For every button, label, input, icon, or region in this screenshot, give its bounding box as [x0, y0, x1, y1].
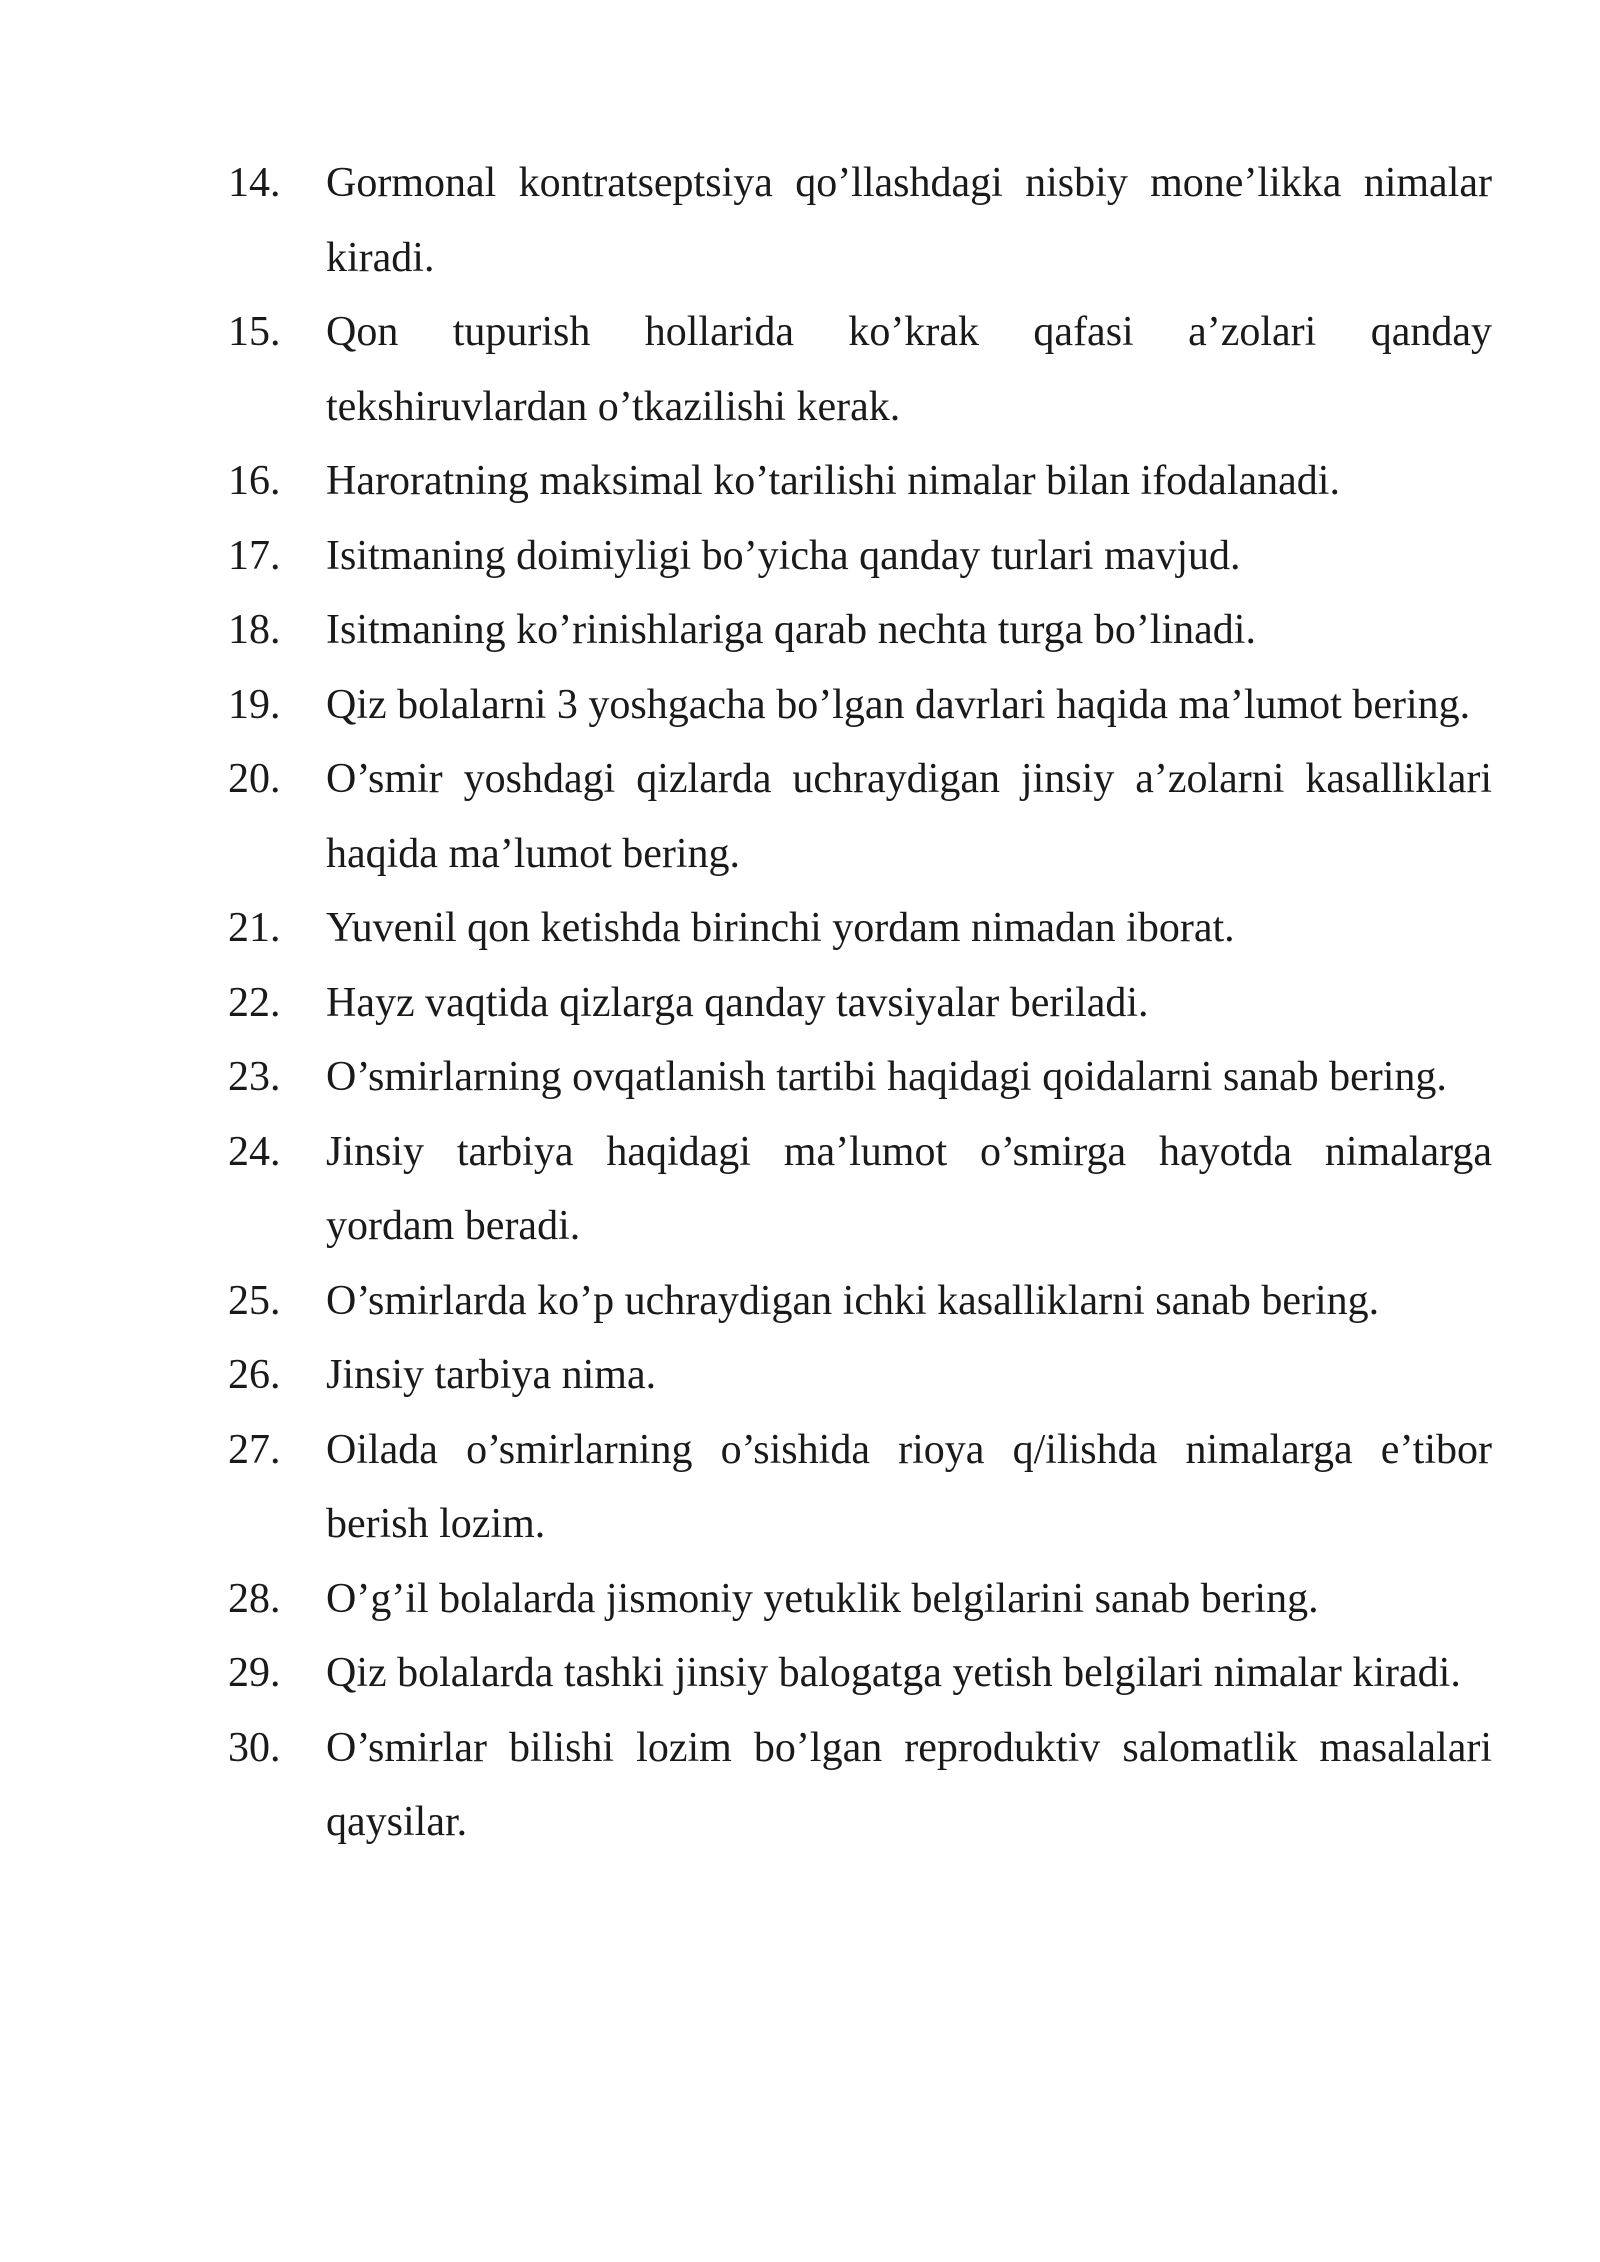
- item-number: 20.: [228, 756, 281, 802]
- item-number: 18.: [228, 607, 281, 653]
- item-text: Haroratning maksimal ko’tarilishi nimalar bilan ifodalanadi.: [326, 458, 1340, 504]
- item-text: Jinsiy tarbiya nima.: [326, 1352, 657, 1398]
- item-number: 25.: [228, 1277, 281, 1324]
- list-item: [228, 1413, 1492, 1562]
- list-item: [228, 295, 1492, 444]
- item-number: 15.: [228, 309, 281, 355]
- item-number: 28.: [228, 1575, 281, 1622]
- item-text: Qiz bolalarni 3 yoshgacha bo’lgan davrlari haqida ma’lumot bering.: [326, 681, 1471, 728]
- item-number: 19.: [228, 681, 281, 728]
- list-item: [228, 1115, 1492, 1264]
- item-number: 24.: [228, 1128, 281, 1175]
- item-text: Jinsiy tarbiya haqidagi ma’lumot o’smirga hayotda nimalarga yordam beradi.: [326, 1128, 1492, 1249]
- item-text: Gormonal kontratseptsiya qo’llashdagi nisbiy mone’likka nimalar kiradi.: [326, 160, 1492, 281]
- item-number: 16.: [228, 458, 281, 504]
- item-number: 17.: [228, 532, 281, 579]
- list-item: [228, 146, 1492, 295]
- item-number: 26.: [228, 1352, 281, 1398]
- list-item: [228, 1711, 1492, 1860]
- item-number: 27.: [228, 1426, 281, 1473]
- item-text: O’smirlar bilishi lozim bo’lgan reproduktiv salomatlik masalalari qaysilar.: [326, 1724, 1492, 1845]
- list-item: [228, 1264, 1492, 1339]
- list-item: [228, 966, 1492, 1041]
- item-text: Isitmaning ko’rinishlariga qarab nechta turga bo’linadi.: [326, 607, 1256, 653]
- item-number: 22.: [228, 979, 281, 1026]
- list-item: [228, 1040, 1492, 1115]
- item-number: 14.: [228, 160, 281, 206]
- item-text: Yuvenil qon ketishda birinchi yordam nimadan iborat.: [326, 905, 1235, 951]
- item-text: Isitmaning doimiyligi bo’yicha qanday turlari mavjud.: [326, 532, 1241, 579]
- item-number: 30.: [228, 1724, 281, 1771]
- item-text: O’smir yoshdagi qizlarda uchraydigan jinsiy a’zolarni kasalliklari haqida ma’lumot bering.: [326, 756, 1492, 877]
- item-text: Hayz vaqtida qizlarga qanday tavsiyalar beriladi.: [326, 979, 1149, 1026]
- item-number: 21.: [228, 905, 281, 951]
- list-item: [228, 1562, 1492, 1637]
- item-text: O’smirlarning ovqatlanish tartibi haqidagi qoidalarni sanab bering.: [326, 1054, 1447, 1100]
- list-item: [228, 668, 1492, 743]
- question-list: [228, 146, 1492, 1860]
- item-text: O’g’il bolalarda jismoniy yetuklik belgilarini sanab bering.: [326, 1575, 1319, 1622]
- item-text: O’smirlarda ko’p uchraydigan ichki kasalliklarni sanab bering.: [326, 1277, 1380, 1324]
- list-item: [228, 891, 1492, 966]
- item-text: Oilada o’smirlarning o’sishida rioya q/ilishda nimalarga e’tibor berish lozim.: [326, 1426, 1492, 1547]
- list-item: [228, 519, 1492, 594]
- list-item: [228, 1636, 1492, 1711]
- item-number: 23.: [228, 1054, 281, 1100]
- item-text: Qon tupurish hollarida ko’krak qafasi a’zolari qanday tekshiruvlardan o’tkazilishi kerak.: [326, 309, 1492, 430]
- list-item: [228, 742, 1492, 891]
- list-item: [228, 1338, 1492, 1413]
- item-text: Qiz bolalarda tashki jinsiy balogatga yetish belgilari nimalar kiradi.: [326, 1650, 1461, 1696]
- item-number: 29.: [228, 1650, 281, 1696]
- list-item: [228, 444, 1492, 519]
- list-item: [228, 593, 1492, 668]
